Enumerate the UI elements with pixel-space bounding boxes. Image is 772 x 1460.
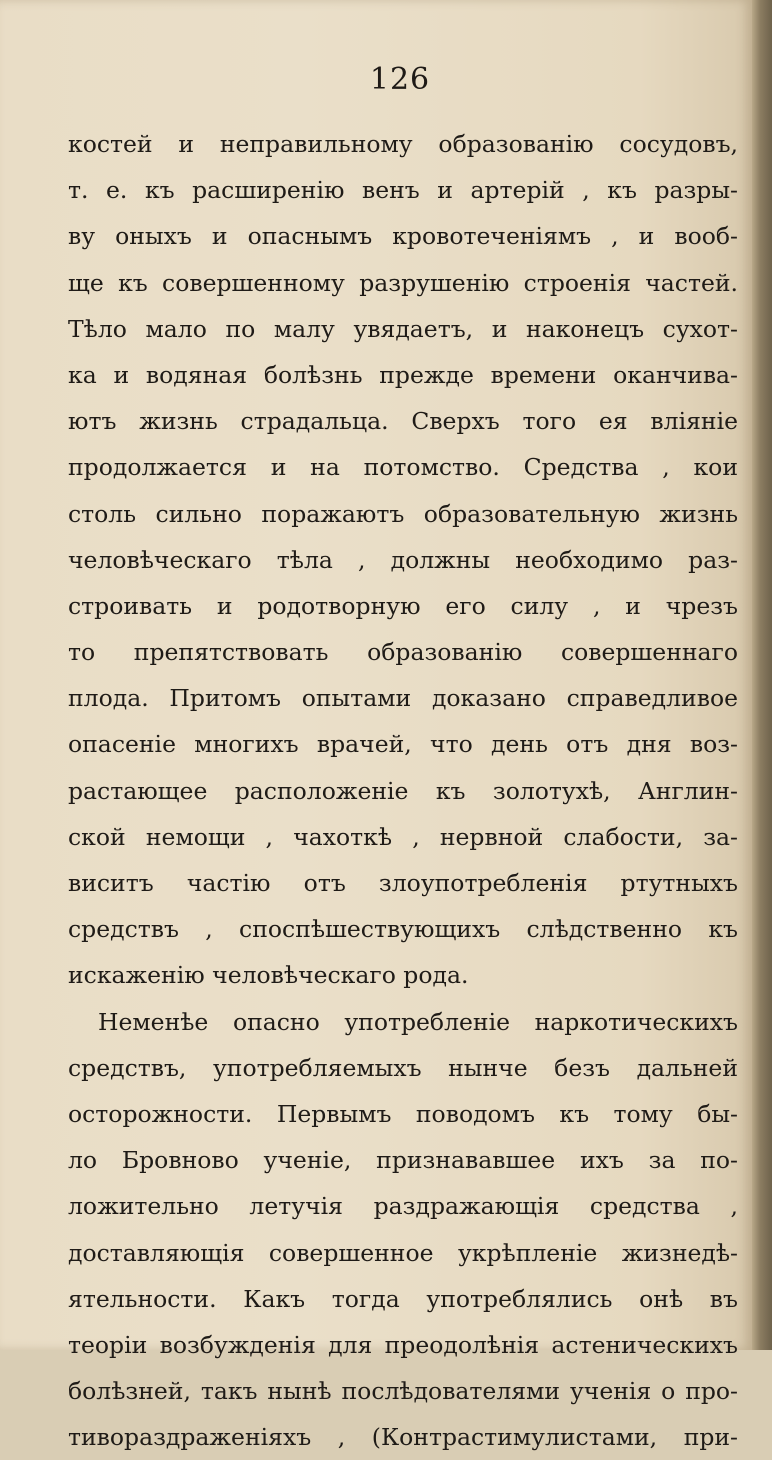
text-line: ютъ жизнь страдальца. Сверхъ того ея вліяніе <box>68 407 738 436</box>
text-line: продолжается и на потомство. Средства , кои <box>68 453 738 482</box>
text-line: ву оныхъ и опаснымъ кровотеченіямъ , и вооб- <box>68 222 738 251</box>
text-line: ще къ совершенному разрушенію строенія частей. <box>68 268 738 297</box>
text-line: средствъ, употребляемыхъ нынче безъ дальней <box>68 1053 738 1082</box>
text-line: Тѣло мало по малу увядаетъ, и наконецъ сухот- <box>68 314 738 343</box>
text-line: доставляющія совершенное укрѣпленіе жизнедѣ- <box>68 1238 738 1267</box>
text-line: ской немощи , чахоткѣ , нервной слабости, за- <box>68 822 738 851</box>
text-line: осторожности. Первымъ поводомъ къ тому бы- <box>68 1099 738 1128</box>
text-line: костей и неправильному образованію сосудовъ, <box>68 130 738 158</box>
body-text <box>68 121 738 1460</box>
text-line: ложительно летучія раздражающія средства , <box>68 1192 738 1221</box>
text-line: теоріи возбужденія для преодолѣнія астеническихъ <box>68 1330 738 1359</box>
text-line: человѣческаго тѣла , должны необходимо раз- <box>68 545 738 574</box>
text-line: виситъ частію отъ злоупотребленія ртутныхъ <box>68 869 738 897</box>
text-line: тивораздраженіяхъ , (Контрастимулистами, при- <box>68 1423 738 1452</box>
text-line: болѣзней, такъ нынѣ послѣдователями ученія о про- <box>68 1377 738 1406</box>
text-line: средствъ , споспѣшествующихъ слѣдственно къ <box>68 915 738 944</box>
page-number: 126 <box>369 62 431 97</box>
text-line: плода. Притомъ опытами доказано справедливое <box>68 684 738 713</box>
text-line: растающее расположеніе къ золотухѣ, Англин- <box>68 776 738 805</box>
page-edge <box>752 0 772 1350</box>
text-line: Неменѣе опасно употребленіе наркотическихъ <box>98 1007 738 1036</box>
text-line: строивать и родотворную его силу , и чрезъ <box>68 591 738 620</box>
text-line: ка и водяная болѣзнь прежде времени оканчива- <box>68 360 738 389</box>
text-line: т. е. къ расширенію венъ и артерій , къ разры- <box>68 176 738 205</box>
text-line: опасеніе многихъ врачей, что день отъ дня воз- <box>68 730 738 759</box>
text-line: ло Бровново ученіе, признававшее ихъ за по- <box>68 1146 738 1175</box>
text-line: столь сильно поражаютъ образовательную жизнь <box>68 499 738 528</box>
text-line: искаженію человѣческаго рода. <box>68 961 469 990</box>
text-line: ятельности. Какъ тогда употреблялись онѣ въ <box>68 1284 738 1313</box>
text-line: то препятствовать образованію совершеннаго <box>68 638 738 667</box>
